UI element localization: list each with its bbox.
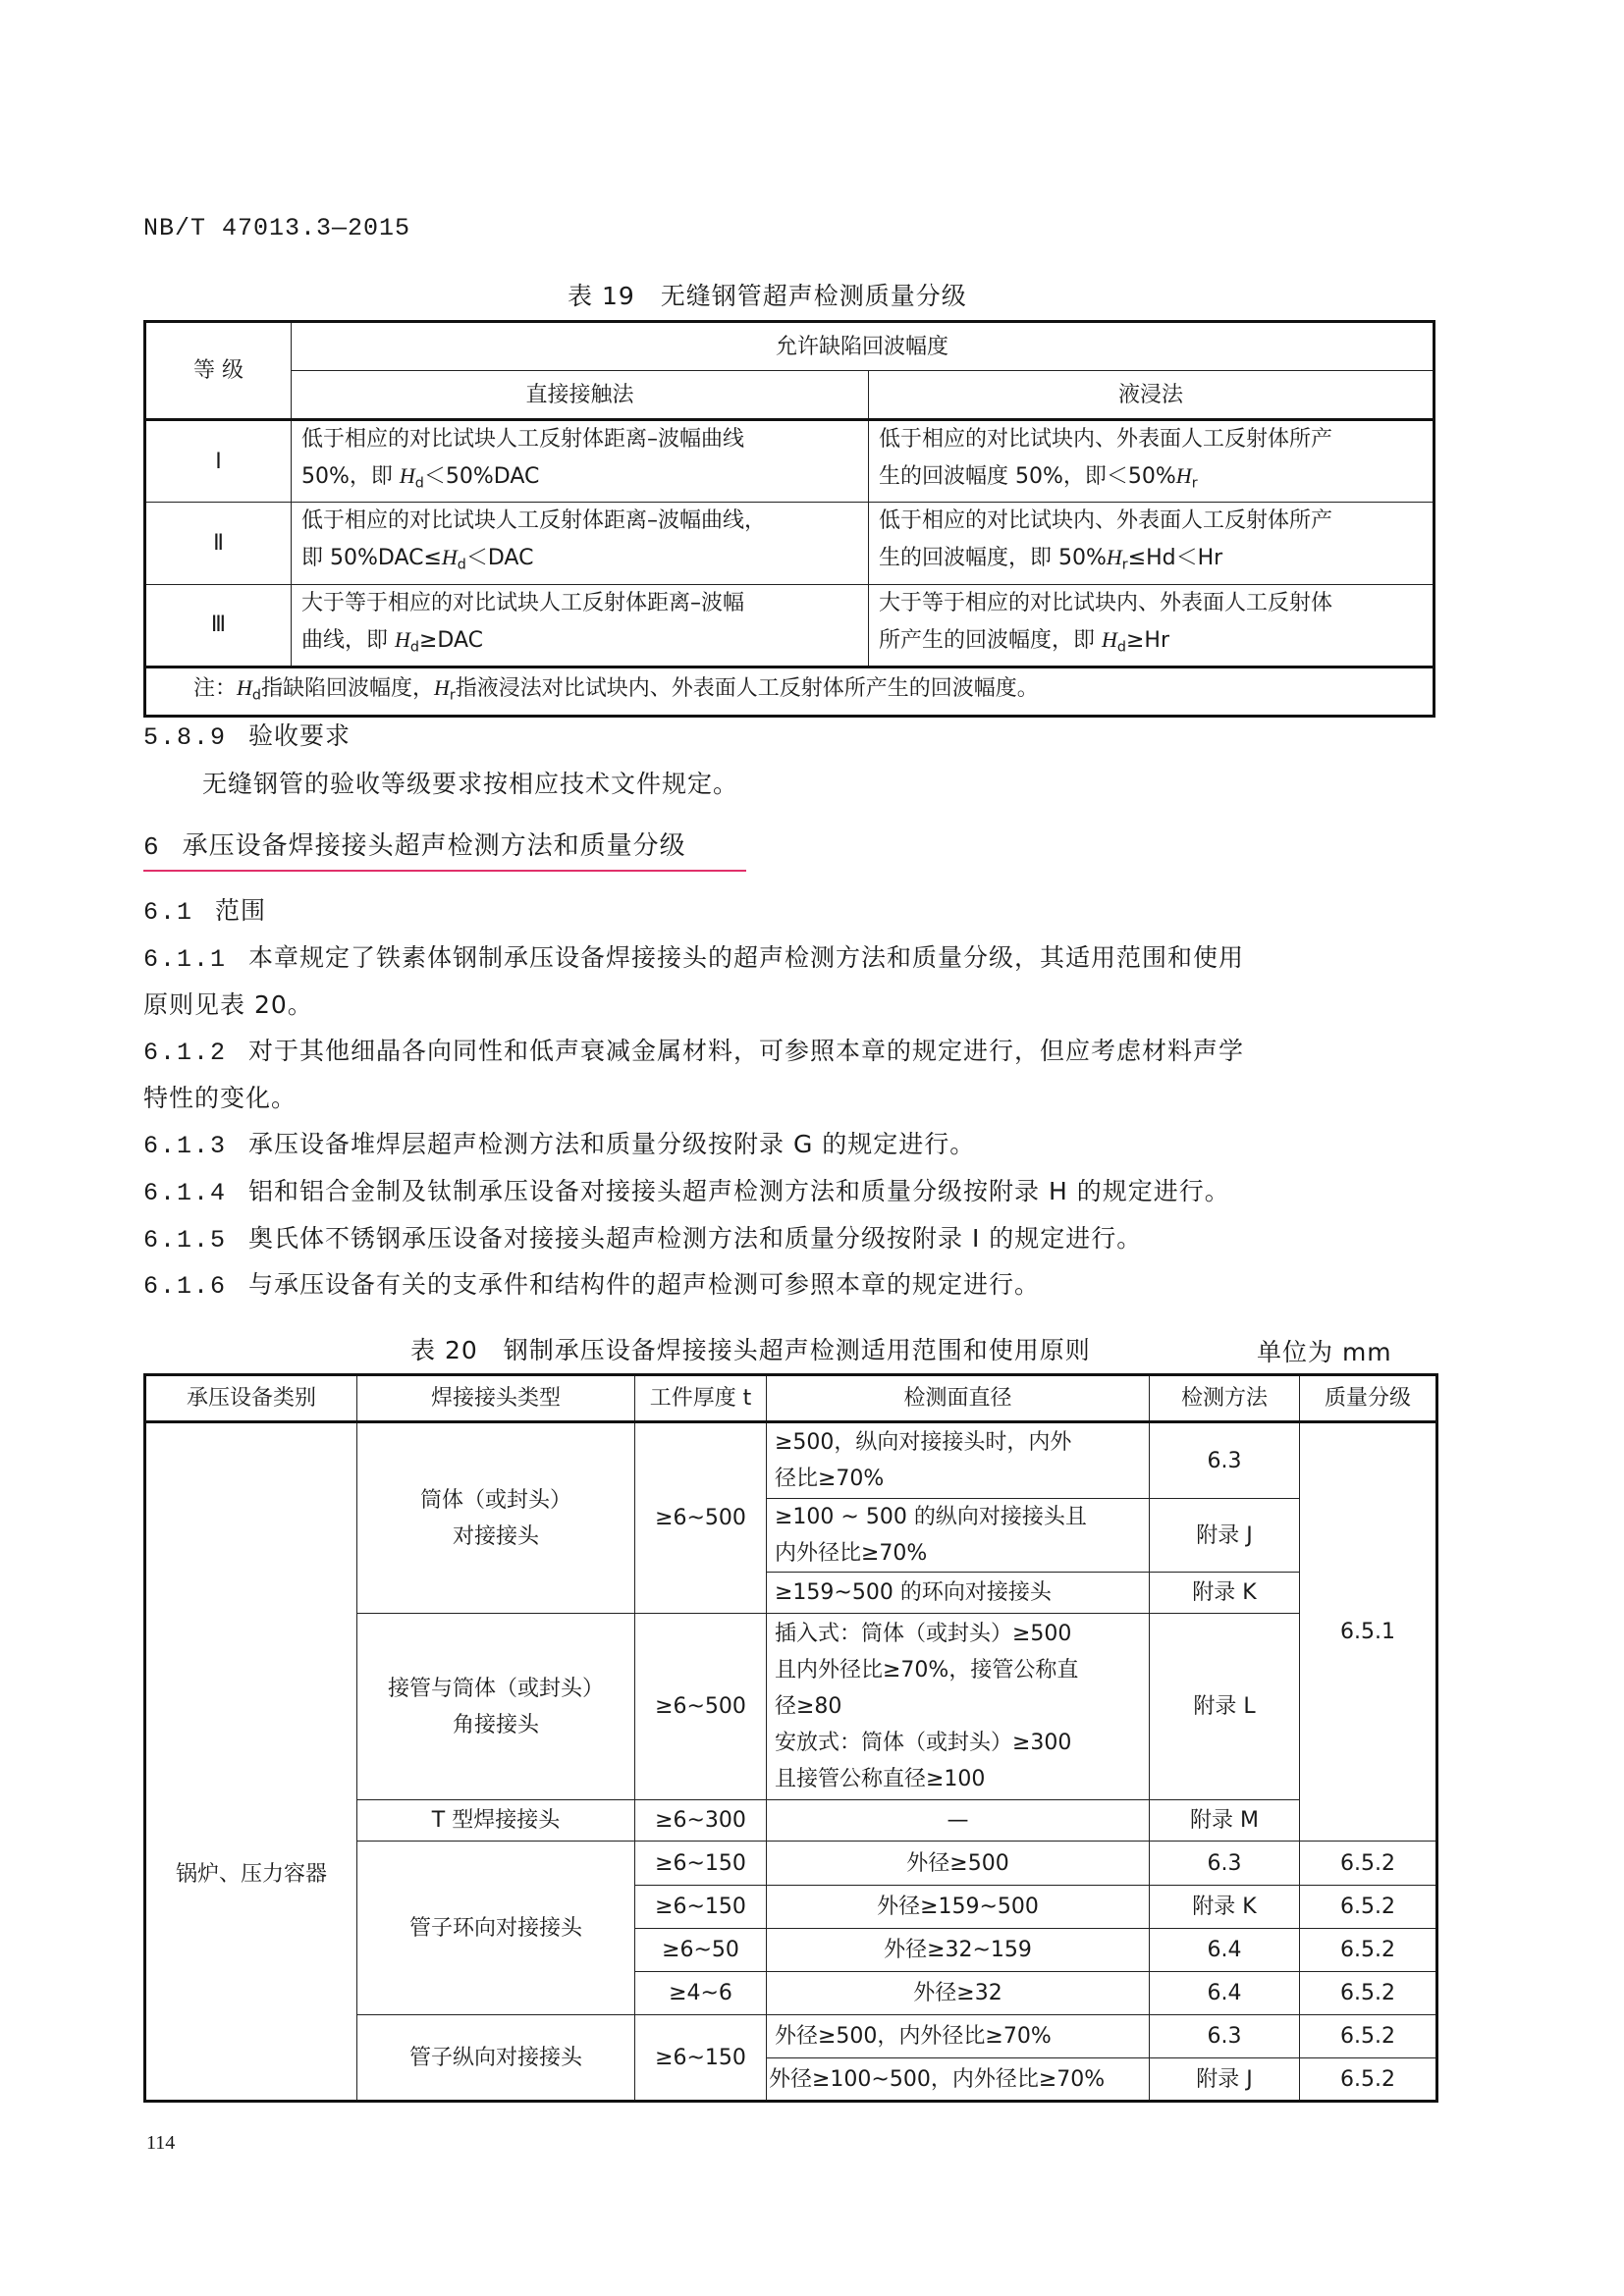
subscript: d — [457, 557, 466, 573]
clause-6-1-6 — [143, 1270, 1040, 1302]
symbol: H — [1106, 545, 1122, 570]
clause-number: 6.1.4 — [143, 1179, 228, 1207]
clause-6-1-4 — [143, 1177, 1230, 1208]
symbol: H — [1102, 626, 1117, 652]
immersion-cell — [869, 420, 1435, 503]
joint-cell — [357, 1614, 635, 1800]
text: 低于相应的对比试块内、外表面人工反射体所产 — [879, 427, 1333, 452]
table-row — [145, 420, 1435, 503]
text: ＜DAC — [465, 546, 534, 571]
text: ＜50%DAC — [423, 464, 540, 489]
direct-cell — [292, 584, 869, 667]
joint-cell — [357, 1422, 635, 1614]
symbol: H — [237, 674, 252, 700]
section-number: 6.1 — [143, 898, 194, 927]
method-cell: 6.4 — [1150, 1929, 1300, 1972]
text: 插入式：筒体（或封头）≥500 — [775, 1622, 1072, 1646]
section-6-1-heading — [143, 896, 266, 928]
diameter-cell: 外径≥500 — [767, 1842, 1150, 1886]
text: 曲线，即 — [301, 627, 395, 653]
joint-cell: 管子纵向对接接头 — [357, 2015, 635, 2102]
symbol: H — [1175, 463, 1192, 488]
header-direct-contact: 直接接触法 — [292, 371, 869, 420]
header-cell: 质量分级 — [1300, 1375, 1437, 1422]
clause-number: 6.1.6 — [143, 1272, 228, 1301]
thickness-cell: ≥6~500 — [635, 1614, 767, 1800]
text: 奥氏体不锈钢承压设备对接接头超声检测方法和质量分级按附录 I 的规定进行。 — [248, 1224, 1143, 1253]
text: 角接接头 — [452, 1712, 539, 1737]
text: 对接接头 — [452, 1523, 539, 1549]
text: 生的回波幅度 50%，即＜50% — [879, 464, 1176, 489]
clause-6-1-3 — [143, 1130, 975, 1161]
grade-cell: 6.5.2 — [1300, 2015, 1437, 2058]
diameter-cell: 外径≥32~159 — [767, 1929, 1150, 1972]
direct-cell — [292, 503, 869, 584]
text: 安放式：筒体（或封头）≥300 — [775, 1731, 1072, 1755]
text: 筒体（或封头） — [419, 1487, 571, 1513]
method-cell: 附录 J — [1150, 2058, 1300, 2102]
method-cell: 附录 K — [1150, 1886, 1300, 1929]
header-allowed-amplitude: 允许缺陷回波幅度 — [292, 322, 1435, 371]
text: 50%，即 — [301, 464, 400, 489]
section-title: 范围 — [215, 896, 267, 925]
category-cell: 锅炉、压力容器 — [145, 1422, 357, 2102]
section-number: 6 — [143, 832, 161, 862]
thickness-cell: ≥4~6 — [635, 1972, 767, 2015]
header-cell: 检测方法 — [1150, 1375, 1300, 1422]
diameter-cell: 外径≥32 — [767, 1972, 1150, 2015]
table20-title: 表 20 钢制承压设备焊接接头超声检测适用范围和使用原则 — [410, 1336, 1091, 1364]
diameter-cell — [767, 1499, 1150, 1573]
grade-cell: 6.5.2 — [1300, 1972, 1437, 2015]
text: 承压设备堆焊层超声检测方法和质量分级按附录 G 的规定进行。 — [248, 1130, 976, 1158]
clause-number: 6.1.3 — [143, 1132, 228, 1160]
grade-cell: Ⅰ — [145, 420, 292, 503]
immersion-cell — [869, 584, 1435, 667]
subscript: d — [409, 638, 419, 655]
subscript: r — [1191, 475, 1198, 492]
method-cell: 附录 M — [1150, 1800, 1300, 1842]
text: 注： — [193, 675, 238, 701]
standard-number: NB/T 47013.3—2015 — [143, 214, 411, 242]
text: 且内外径比≥70%，接管公称直 — [775, 1658, 1079, 1682]
text: ≥100 ~ 500 的纵向对接接头且 — [775, 1505, 1087, 1529]
text: 低于相应的对比试块人工反射体距离–波幅曲线 — [301, 427, 745, 452]
text: 铝和铝合金制及钛制承压设备对接接头超声检测方法和质量分级按附录 H 的规定进行。 — [248, 1177, 1230, 1205]
text: 所产生的回波幅度，即 — [879, 627, 1102, 653]
text: ≥DAC — [418, 627, 483, 653]
header-immersion: 液浸法 — [869, 371, 1435, 420]
section-5-8-9-heading — [143, 721, 351, 753]
text: ≤Hd＜Hr — [1127, 546, 1223, 571]
grade-cell: 6.5.2 — [1300, 1842, 1437, 1886]
text: 径比≥70% — [775, 1467, 885, 1491]
diameter-cell — [767, 1614, 1150, 1800]
method-cell: 6.4 — [1150, 1972, 1300, 2015]
text: 低于相应的对比试块内、外表面人工反射体所产 — [879, 508, 1333, 534]
table-19 — [143, 320, 1435, 718]
subscript: r — [1121, 557, 1128, 573]
text: 大于等于相应的对比试块内、外表面人工反射体 — [879, 590, 1333, 615]
table19-note — [145, 667, 1435, 716]
joint-cell: T 型焊接接头 — [357, 1800, 635, 1842]
text: 接管与筒体（或封头） — [387, 1676, 604, 1701]
immersion-cell — [869, 503, 1435, 584]
table19-title: 表 19 无缝钢管超声检测质量分级 — [568, 282, 967, 310]
diameter-cell: 外径≥500，内外径比≥70% — [767, 2015, 1150, 2058]
diameter-cell: — — [767, 1800, 1150, 1842]
clause-6-1-5 — [143, 1224, 1142, 1255]
method-cell: 附录 L — [1150, 1614, 1300, 1800]
grade-cell: 6.5.2 — [1300, 1886, 1437, 1929]
header-cell: 检测面直径 — [767, 1375, 1150, 1422]
grade-cell: Ⅲ — [145, 584, 292, 667]
method-cell: 附录 K — [1150, 1573, 1300, 1614]
symbol: H — [395, 626, 410, 652]
symbol: H — [434, 674, 450, 700]
table-row — [145, 584, 1435, 667]
text: 内外径比≥70% — [775, 1541, 928, 1566]
clause-number: 6.1.5 — [143, 1226, 228, 1255]
subscript: r — [449, 686, 456, 703]
table-row — [145, 1422, 1437, 1499]
text: 本章规定了铁素体钢制承压设备焊接接头的超声检测方法和质量分级，其适用范围和使用 — [248, 943, 1245, 972]
subscript: d — [1116, 638, 1126, 655]
section-number: 5.8.9 — [143, 723, 228, 752]
header-cell: 承压设备类别 — [145, 1375, 357, 1422]
text: 指缺陷回波幅度， — [260, 675, 434, 701]
diameter-cell: ≥159~500 的环向对接接头 — [767, 1573, 1150, 1614]
header-grade: 等 级 — [145, 322, 292, 420]
text: 径≥80 — [775, 1694, 842, 1719]
clause-number: 6.1.1 — [143, 945, 228, 974]
text: ≥Hr — [1125, 627, 1169, 653]
direct-cell — [292, 420, 869, 503]
thickness-cell: ≥6~500 — [635, 1422, 767, 1614]
section-underline — [143, 870, 746, 872]
diameter-cell: 外径≥100~500，内外径比≥70% — [767, 2058, 1150, 2102]
clause-number: 6.1.2 — [143, 1039, 228, 1067]
symbol: H — [399, 463, 415, 488]
grade-cell: 6.5.2 — [1300, 1929, 1437, 1972]
text: 即 50%DAC≤ — [301, 546, 442, 571]
text: 与承压设备有关的支承件和结构件的超声检测可参照本章的规定进行。 — [248, 1270, 1041, 1299]
joint-cell: 管子环向对接接头 — [357, 1842, 635, 2015]
thickness-cell: ≥6~150 — [635, 2015, 767, 2102]
text: 对于其他细晶各向同性和低声衰减金属材料，可参照本章的规定进行，但应考虑材料声学 — [248, 1037, 1245, 1065]
section-6-heading — [143, 831, 686, 862]
table-row — [145, 503, 1435, 584]
section-title: 验收要求 — [248, 721, 352, 750]
text: 且接管公称直径≥100 — [775, 1767, 986, 1791]
clause-6-1-1 — [143, 943, 1244, 975]
section-title: 承压设备焊接接头超声检测方法和质量分级 — [182, 831, 686, 861]
thickness-cell: ≥6~300 — [635, 1800, 767, 1842]
table-20 — [143, 1373, 1438, 2103]
text: 大于等于相应的对比试块人工反射体距离–波幅 — [301, 590, 745, 615]
method-cell: 6.3 — [1150, 1842, 1300, 1886]
text: 指液浸法对比试块内、外表面人工反射体所产生的回波幅度。 — [455, 675, 1039, 701]
thickness-cell: ≥6~150 — [635, 1842, 767, 1886]
symbol: H — [441, 545, 458, 570]
header-cell: 焊接接头类型 — [357, 1375, 635, 1422]
header-cell: 工件厚度 t — [635, 1375, 767, 1422]
clause-continuation: 原则见表 20。 — [143, 990, 313, 1019]
subscript: d — [414, 475, 424, 492]
method-cell: 6.3 — [1150, 2015, 1300, 2058]
thickness-cell: ≥6~50 — [635, 1929, 767, 1972]
grade-cell: Ⅱ — [145, 503, 292, 584]
grade-cell: 6.5.1 — [1300, 1422, 1437, 1842]
text: 生的回波幅度，即 50% — [879, 546, 1107, 571]
method-cell: 附录 J — [1150, 1499, 1300, 1573]
paragraph: 无缝钢管的验收等级要求按相应技术文件规定。 — [202, 770, 739, 798]
thickness-cell: ≥6~150 — [635, 1886, 767, 1929]
grade-cell: 6.5.2 — [1300, 2058, 1437, 2102]
text: 低于相应的对比试块人工反射体距离–波幅曲线， — [301, 508, 767, 534]
page-number: 114 — [146, 2132, 176, 2154]
clause-continuation: 特性的变化。 — [143, 1084, 298, 1112]
method-cell: 6.3 — [1150, 1422, 1300, 1499]
clause-6-1-2 — [143, 1037, 1244, 1068]
diameter-cell — [767, 1422, 1150, 1499]
text: ≥500，纵向对接接头时，内外 — [775, 1430, 1072, 1455]
table20-unit: 单位为 mm — [1257, 1338, 1392, 1366]
diameter-cell: 外径≥159~500 — [767, 1886, 1150, 1929]
subscript: d — [251, 686, 261, 703]
